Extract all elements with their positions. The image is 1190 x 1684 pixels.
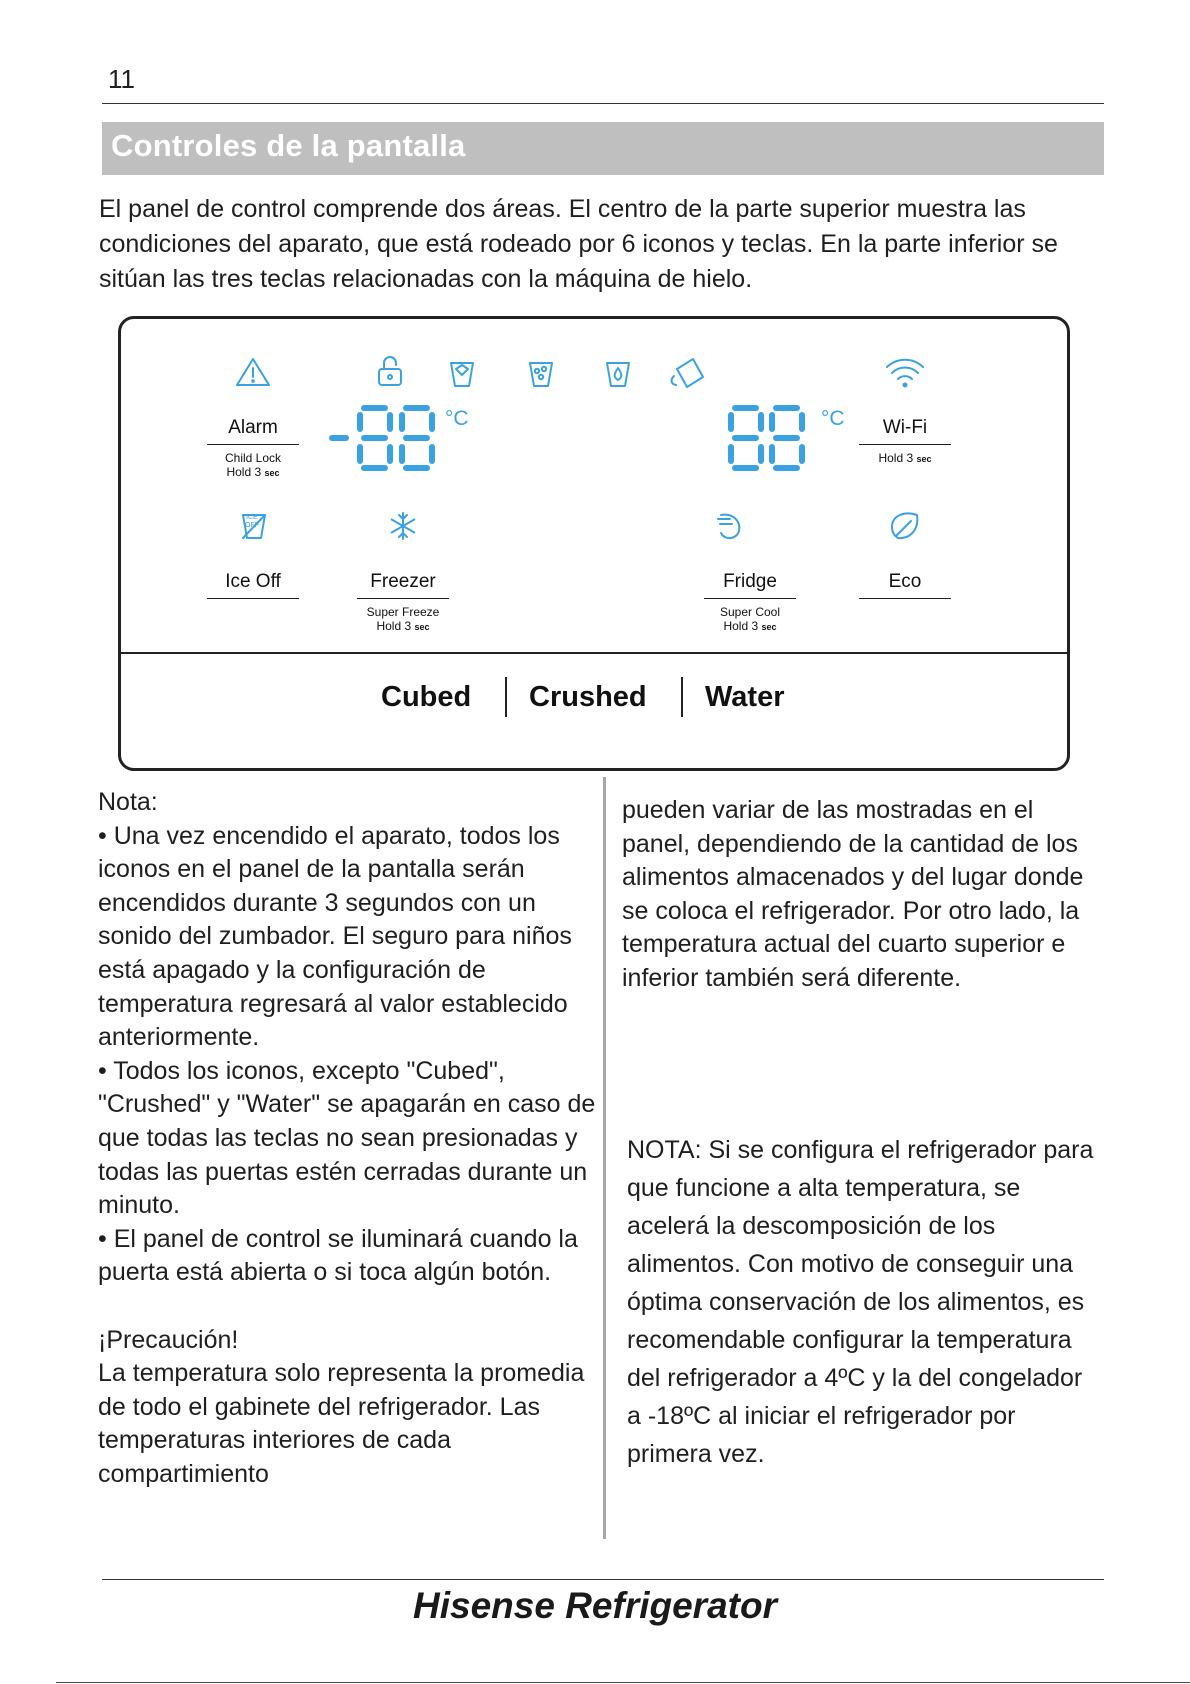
temperature-note-text: NOTA: Si se configura el refrigerador para que funcione a alta temperatura, se acelerá la descomposición de los alimentos. Con motivo de conseguir una óptima conservación de los alimentos, es recomendable configurar la temperatura del refrigerador a 4ºC y la del congelador a -18ºC al iniciar el refrigerador por primera vez. (627, 1136, 1094, 1468)
wifi-label: Wi-Fi (882, 417, 928, 438)
snowflake-icon (392, 513, 415, 539)
freezer-label: Freezer (370, 571, 436, 592)
ice-off-label: Ice Off (225, 571, 281, 592)
crushed-ice-icon (530, 363, 552, 386)
alarm-label: Alarm (228, 417, 278, 438)
freezer-sub-hold: Hold 3 (376, 619, 412, 633)
fridge-temperature-display (728, 405, 805, 471)
footer-brand: Hisense Refrigerator (413, 1585, 777, 1626)
fridge-cool-icon (718, 515, 739, 538)
fridge-underline (704, 598, 796, 599)
section-title: Controles de la pantalla (111, 128, 466, 163)
alarm-underline (207, 444, 299, 445)
ice-off-icon-text-ice: ICE (246, 514, 258, 521)
intro-paragraph: El panel de control comprende dos áreas. El centro de la parte superior muestra las condiciones del aparato, que está rodeado por 6 iconos y teclas. En la parte inferior se sitúan las tres teclas relacionadas con la máquina de hielo. (99, 195, 1058, 293)
minus-segment (329, 435, 349, 441)
eco-underline (859, 598, 951, 599)
wifi-icon (887, 360, 923, 387)
freezer-temperature-display (329, 405, 435, 471)
page-number: 11 (108, 64, 135, 94)
column-divider (603, 777, 606, 1539)
fridge-sub-hold: Hold 3 (723, 619, 759, 633)
caution-continuation: pueden variar de las mostradas en el panel, dependiendo de la cantidad de los alimentos almacenados y del lugar donde se coloca el refrigerador. Por otro lado, la temperatura actual del cuarto superior e inferior también será diferente. (622, 796, 1084, 992)
paragraph-spacer (98, 1290, 598, 1324)
panel-section-divider (121, 652, 1067, 654)
alarm-icon (237, 359, 269, 385)
caution-label: ¡Precaución! (98, 1325, 239, 1354)
temperature-note (627, 1131, 1097, 1473)
footer-rule (102, 1579, 1104, 1580)
cubed-ice-icon (451, 363, 473, 386)
water-button-label: Water (705, 681, 785, 713)
ice-button-separator (505, 677, 507, 717)
freezer-sub-sec: sec (414, 622, 430, 632)
pitcher-icon (672, 359, 703, 387)
ice-off-icon-text-off: OFF (245, 522, 259, 529)
note-bullet-1: • Una vez encendido el aparato, todos los iconos en el panel de la pantalla serán encendidos durante 3 segundos con un sonido del zumbador. El seguro para niños está apagado y la configuración de temperatura regresará al valor establecido anteriormente. (98, 821, 572, 1052)
right-column-continuation (622, 794, 1092, 996)
fridge-unit: °C (821, 407, 845, 430)
alarm-sub (193, 451, 313, 480)
header-rule (102, 103, 1104, 104)
cubed-button-label: Cubed (381, 681, 472, 713)
fridge-sub-sec: sec (761, 622, 777, 632)
wifi-sub (845, 451, 965, 466)
crushed-button-label: Crushed (529, 681, 647, 713)
eco-label: Eco (888, 571, 922, 592)
ice-button-separator (681, 677, 683, 717)
wifi-underline (859, 444, 951, 445)
alarm-sub-childlock: Child Lock (224, 451, 282, 465)
freezer-unit: °C (445, 407, 469, 430)
control-panel-diagram (118, 316, 1070, 771)
caution-text: La temperatura solo representa la promedia de todo el gabinete del refrigerador. Las temperaturas interiores de cada compartimiento (98, 1359, 585, 1488)
note-bullet-2: • Todos los iconos, excepto "Cubed", "Crushed" y "Water" se apagarán en caso de que todas las teclas no sean presionadas y todas las puertas estén cerradas durante un minuto. (98, 1056, 596, 1220)
ice-off-underline (207, 598, 299, 599)
alarm-sub-hold: Hold 3 (226, 465, 262, 479)
freezer-underline (357, 598, 449, 599)
left-column (98, 786, 598, 1491)
note-bullet-3: • El panel de control se iluminará cuando la puerta está abierta o si toca algún botón. (98, 1224, 578, 1287)
lock-icon (379, 357, 401, 385)
water-icon (607, 363, 629, 386)
eco-leaf-icon (892, 514, 917, 539)
freezer-sub (343, 605, 463, 634)
nota-label: Nota: (98, 788, 158, 816)
fridge-sub-supercool: Super Cool (719, 605, 781, 619)
page-edge-line (56, 1682, 1190, 1683)
freezer-sub-superfreeze: Super Freeze (366, 605, 440, 619)
fridge-label: Fridge (723, 571, 777, 592)
alarm-sub-sec: sec (264, 468, 280, 478)
wifi-sub-sec: sec (916, 454, 932, 464)
fridge-sub (690, 605, 810, 634)
wifi-sub-hold: Hold 3 (878, 451, 914, 465)
